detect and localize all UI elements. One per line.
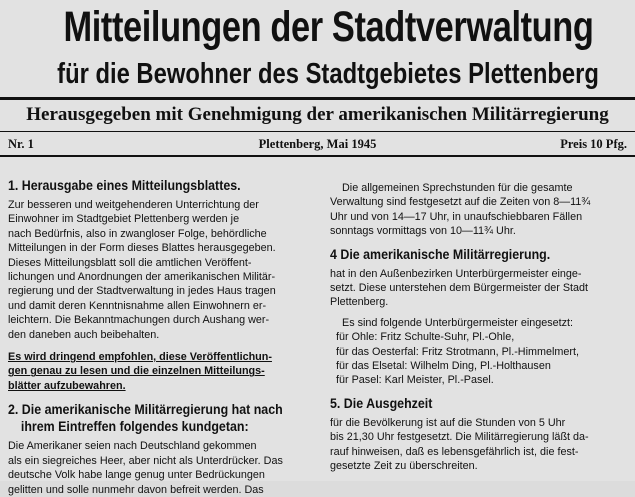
section-3-body [330, 181, 630, 239]
text-line: sonntags vormittags von 10—11¾ Uhr. [330, 225, 516, 238]
notice-line: blätter aufzubewahren. [8, 379, 126, 392]
right-column [330, 181, 630, 474]
text-line: gesetzte Zeit zu überschreiten. [330, 460, 478, 473]
issue-place-date: Plettenberg, Mai 1945 [258, 137, 377, 151]
section-2-body [8, 439, 308, 497]
section-1-heading: 1. Herausgabe eines Mitteilungsblattes. [8, 178, 241, 193]
text-line: den daneben auch beibehalten. [8, 328, 160, 341]
left-column [8, 178, 308, 497]
section-4-body [330, 267, 630, 310]
section-4-list [330, 330, 630, 388]
masthead-title: Mitteilungen der Stadtverwaltung [63, 3, 594, 51]
publisher-line: Herausgegeben mit Genehmigung der amerikanischen Militärregierung [26, 104, 609, 125]
text-line: regierung und der Stadtverwaltung in jedes Haus tragen [8, 285, 276, 298]
list-item: für Ohle: Fritz Schulte-Suhr, Pl.-Ohle, [336, 331, 515, 344]
masthead-subtitle: für die Bewohner des Stadtgebietes Plettenberg [57, 58, 599, 90]
list-item: für das Oesterfal: Fritz Strotmann, Pl.-Himmelmert, [336, 345, 579, 358]
text-line: lichungen und Anordnungen der amerikanischen Militär- [8, 271, 276, 284]
issue-rule-top [0, 131, 635, 132]
text-line: Die allgemeinen Sprechstunden für die gesamte [342, 182, 573, 194]
section-2-heading-line: 2. Die amerikanische Militärregierung hat nach [8, 402, 283, 418]
section-5-heading: 5. Die Ausgehzeit [330, 395, 433, 411]
text-line: nach Bedürfnis, also in zwangloser Folge, behördliche [8, 227, 267, 240]
section-4-intro: Es sind folgende Unterbürgermeister eingesetzt: [342, 316, 574, 329]
text-line: als ein siegreiches Heer, aber nicht als Unterdrücker. Das [8, 454, 283, 467]
text-line: Zur besseren und weitgehenderen Unterrichtung der [8, 199, 259, 211]
section-1-notice [8, 350, 308, 393]
issue-number: Nr. 1 [8, 137, 34, 151]
issue-info-row [8, 136, 627, 152]
masthead-rule [0, 97, 635, 100]
text-line: und damit deren Kenntnisnahme allen Einwohnern er- [8, 299, 267, 312]
text-line: leichtern. Die Bekanntmachungen durch Aushang wer- [8, 314, 270, 327]
text-line: Einwohner im Stadtgebiet Plettenberg werden je [8, 213, 240, 226]
text-line: hat in den Außenbezirken Unterbürgermeister einge- [330, 267, 582, 280]
section-1-body [8, 198, 308, 342]
text-line: für die Bevölkerung ist auf die Stunden von 5 Uhr [330, 416, 566, 429]
section-5-body [330, 416, 630, 474]
issue-rule-bottom [0, 155, 635, 157]
list-item: für Pasel: Karl Meister, Pl.-Pasel. [336, 374, 494, 387]
section-2-heading-line: ihrem Eintreffen folgendes kundgetan: [20, 419, 249, 435]
text-line: setzt. Diese unterstehen dem Bürgermeister der Stadt [330, 282, 589, 295]
text-line: gelitten und solle nunmehr davon befreit werden. Das [8, 483, 264, 496]
section-4-heading: 4 Die amerikanische Militärregierung. [330, 246, 551, 262]
text-line: bis 21,30 Uhr festgesetzt. Die Militärregierung läßt da- [330, 431, 589, 444]
text-line: Mitteilungen in der Form dieses Blattes herausgegeben. [8, 242, 276, 255]
list-item: für das Elsetal: Wilhelm Ding, Pl.-Holthausen [336, 360, 551, 373]
text-line: Uhr und von 14—17 Uhr, in unaufschiebbaren Fällen [330, 210, 583, 223]
notice-line: Es wird dringend empfohlen, diese Veröffentlichun- [8, 351, 272, 364]
text-line: Die Amerikaner seien nach Deutschland gekommen [8, 440, 257, 453]
text-line: Dieses Mitteilungsblatt soll die amtlichen Veröffent- [8, 256, 252, 269]
notice-line: gen genau zu lesen und die einzelnen Mitteilungs- [8, 365, 265, 378]
text-line: rauf hinweisen, daß es lebensgefährlich ist, die fest- [330, 445, 579, 458]
text-line: Verwaltung sind festgesetzt auf die Zeiten von 8—11¾ [330, 196, 591, 209]
issue-price: Preis 10 Pfg. [560, 137, 627, 151]
text-line: Plettenberg. [330, 296, 389, 309]
text-line: deutsche Volk habe lange genug unter Bedrückungen [8, 469, 265, 482]
